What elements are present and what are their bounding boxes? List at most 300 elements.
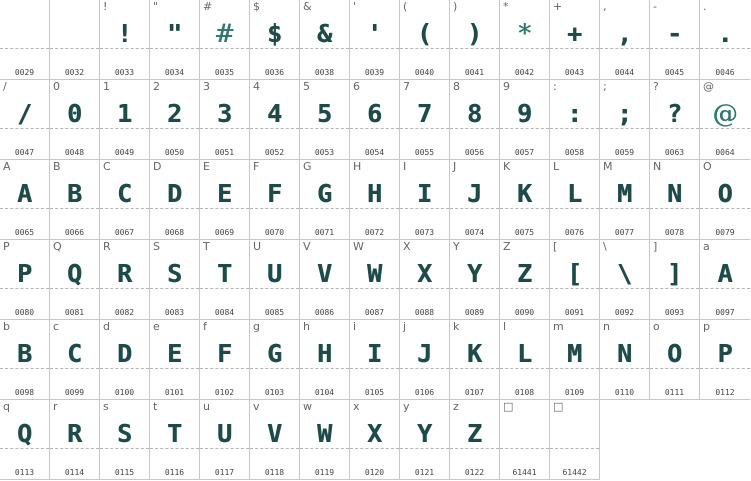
character-code: 0116 (164, 468, 185, 477)
reference-character: t (153, 400, 158, 413)
glyph-cell (600, 240, 650, 320)
character-code: 0081 (64, 308, 85, 317)
character-code: 0093 (664, 308, 685, 317)
glyph-cell (400, 160, 450, 240)
character-code: 0078 (664, 228, 685, 237)
glyph-sample: F (266, 179, 283, 208)
reference-character: f (203, 320, 207, 333)
character-code: 0056 (464, 148, 485, 157)
reference-character: # (203, 0, 213, 13)
character-code: 0083 (164, 308, 185, 317)
glyph-sample: D (116, 339, 133, 368)
character-code: 0041 (464, 68, 485, 77)
reference-character: □ (503, 400, 514, 413)
reference-character: v (253, 400, 260, 413)
glyph-cell (100, 320, 150, 400)
glyph-cell (0, 0, 50, 80)
glyph-cell (450, 0, 500, 80)
character-code: 0098 (14, 388, 35, 397)
character-code: 61442 (562, 468, 587, 477)
glyph-cell (100, 400, 150, 480)
glyph-sample: W (366, 259, 383, 288)
glyph-cell (350, 320, 400, 400)
reference-character: s (103, 400, 109, 413)
glyph-cell (300, 80, 350, 160)
glyph-sample: : (566, 99, 583, 128)
character-code: 0079 (715, 228, 735, 237)
character-code: 0104 (314, 388, 335, 397)
reference-character: A (3, 160, 11, 173)
reference-character: n (603, 320, 610, 333)
character-code: 0055 (414, 148, 435, 157)
reference-character: ; (603, 80, 607, 93)
reference-character: 7 (403, 80, 410, 93)
reference-character: m (553, 320, 564, 333)
glyph-sample: J (466, 179, 483, 208)
glyph-sample: I (366, 339, 383, 368)
character-code: 0050 (164, 148, 185, 157)
glyph-sample: \ (616, 259, 633, 288)
reference-character: u (203, 400, 210, 413)
glyph-cell (500, 0, 550, 80)
glyph-sample: I (416, 179, 433, 208)
glyph-cell (150, 400, 200, 480)
glyph-sample: ! (116, 19, 133, 48)
character-code: 0046 (715, 68, 735, 77)
glyph-cell (50, 320, 100, 400)
character-code: 0101 (164, 388, 185, 397)
glyph-sample: T (166, 419, 183, 448)
glyph-sample: C (116, 179, 133, 208)
reference-character: 1 (103, 80, 110, 93)
reference-character: h (303, 320, 310, 333)
reference-character: y (403, 400, 410, 413)
reference-character: W (353, 240, 364, 253)
glyph-cell (0, 320, 50, 400)
glyph-cell (200, 240, 250, 320)
character-code: 0091 (564, 308, 585, 317)
reference-character: D (153, 160, 162, 173)
glyph-cell (250, 0, 300, 80)
reference-character: / (3, 80, 7, 93)
character-code: 0102 (214, 388, 235, 397)
reference-character: P (3, 240, 10, 253)
glyph-cell (550, 400, 600, 480)
glyph-sample: L (566, 179, 583, 208)
reference-character: U (253, 240, 262, 253)
character-code: 0051 (214, 148, 235, 157)
glyph-sample: ] (666, 259, 683, 288)
reference-character: x (353, 400, 360, 413)
reference-character: j (403, 320, 407, 333)
glyph-cell (400, 80, 450, 160)
reference-character: I (403, 160, 407, 173)
reference-character: e (153, 320, 160, 333)
character-code: 0111 (664, 388, 685, 397)
glyph-cell (150, 240, 200, 320)
glyph-sample: O (717, 179, 733, 208)
glyph-cell (100, 0, 150, 80)
glyph-cell (450, 320, 500, 400)
character-code: 0090 (514, 308, 535, 317)
character-code: 0074 (464, 228, 485, 237)
glyph-sample: Z (516, 259, 533, 288)
glyph-cell (200, 160, 250, 240)
glyph-cell (200, 400, 250, 480)
glyph-cell (700, 320, 750, 400)
character-code: 0048 (64, 148, 85, 157)
character-code: 0097 (715, 308, 735, 317)
glyph-sample: O (666, 339, 683, 368)
glyph-sample: - (666, 19, 683, 48)
reference-character: G (303, 160, 312, 173)
reference-character: V (303, 240, 311, 253)
glyph-sample: R (116, 259, 133, 288)
character-code: 0065 (14, 228, 35, 237)
character-code: 0066 (64, 228, 85, 237)
glyph-cell (150, 0, 200, 80)
glyph-cell (200, 320, 250, 400)
reference-character: $ (253, 0, 260, 13)
glyph-cell (500, 400, 550, 480)
character-code: 0071 (314, 228, 335, 237)
character-code: 0049 (114, 148, 135, 157)
glyph-cell (600, 160, 650, 240)
character-code: 0080 (14, 308, 35, 317)
glyph-cell (300, 240, 350, 320)
reference-character: a (703, 240, 710, 253)
glyph-sample: . (717, 19, 733, 48)
glyph-sample: 7 (416, 99, 433, 128)
glyph-cell (650, 160, 700, 240)
glyph-sample: N (666, 179, 683, 208)
glyph-cell (250, 80, 300, 160)
glyph-cell (450, 160, 500, 240)
glyph-sample: 1 (116, 99, 133, 128)
glyph-cell (650, 80, 700, 160)
glyph-sample: T (216, 259, 233, 288)
character-code: 0039 (364, 68, 385, 77)
glyph-cell (600, 0, 650, 80)
glyph-cell (700, 0, 750, 80)
character-code: 0115 (114, 468, 135, 477)
reference-character: 3 (203, 80, 210, 93)
glyph-sample: $ (266, 19, 283, 48)
reference-character: b (3, 320, 10, 333)
character-code: 0121 (414, 468, 435, 477)
glyph-cell (550, 240, 600, 320)
reference-character: 4 (253, 80, 260, 93)
glyph-cell (550, 80, 600, 160)
glyph-cell (300, 0, 350, 80)
baseline-guide (500, 448, 549, 449)
glyph-cell (100, 240, 150, 320)
baseline-guide (550, 448, 599, 449)
glyph-cell (700, 80, 750, 160)
character-code: 0043 (564, 68, 585, 77)
glyph-sample: H (316, 339, 333, 368)
glyph-cell (550, 0, 600, 80)
reference-character: O (703, 160, 712, 173)
character-code: 0110 (614, 388, 635, 397)
glyph-cell (700, 160, 750, 240)
glyph-cell (700, 240, 750, 320)
glyph-cell (100, 80, 150, 160)
glyph-sample: P (16, 259, 33, 288)
reference-character: 2 (153, 80, 160, 93)
glyph-sample: ' (366, 19, 383, 48)
baseline-guide (50, 48, 99, 49)
character-code: 0033 (114, 68, 135, 77)
reference-character: - (653, 0, 657, 13)
glyph-sample: X (416, 259, 433, 288)
glyph-sample: J (416, 339, 433, 368)
character-code: 0042 (514, 68, 535, 77)
glyph-sample: 6 (366, 99, 383, 128)
reference-character: w (303, 400, 312, 413)
glyph-sample: R (66, 419, 83, 448)
character-code: 0038 (314, 68, 335, 77)
reference-character: . (703, 0, 707, 13)
character-code: 0070 (264, 228, 285, 237)
character-code: 0103 (264, 388, 285, 397)
character-code: 0089 (464, 308, 485, 317)
glyph-sample: E (216, 179, 233, 208)
reference-character: " (153, 0, 159, 13)
reference-character: H (353, 160, 362, 173)
glyph-sample: ; (616, 99, 633, 128)
glyph-cell (50, 160, 100, 240)
glyph-cell (450, 400, 500, 480)
reference-character: o (653, 320, 660, 333)
character-code: 0029 (14, 68, 35, 77)
reference-character: Y (453, 240, 460, 253)
glyph-sample: F (216, 339, 233, 368)
character-code: 0067 (114, 228, 135, 237)
reference-character: g (253, 320, 260, 333)
reference-character: [ (553, 240, 558, 253)
character-code: 0112 (715, 388, 735, 397)
character-code: 0108 (514, 388, 535, 397)
glyph-cell (450, 80, 500, 160)
glyph-sample: 0 (66, 99, 83, 128)
glyph-sample: G (266, 339, 283, 368)
reference-character: q (3, 400, 10, 413)
glyph-sample: 5 (316, 99, 333, 128)
glyph-cell (650, 240, 700, 320)
glyph-sample: U (216, 419, 233, 448)
glyph-sample: M (566, 339, 583, 368)
character-code: 0099 (64, 388, 85, 397)
glyph-cell (0, 240, 50, 320)
character-code: 0086 (314, 308, 335, 317)
reference-character: R (103, 240, 111, 253)
reference-character: ] (653, 240, 658, 253)
glyph-sample: ? (666, 99, 683, 128)
character-code: 0053 (314, 148, 335, 157)
character-code: 0120 (364, 468, 385, 477)
glyph-sample: E (166, 339, 183, 368)
glyph-cell (500, 80, 550, 160)
character-code: 0113 (14, 468, 35, 477)
reference-character: J (453, 160, 457, 173)
glyph-sample: ) (466, 19, 483, 48)
glyph-sample: D (166, 179, 183, 208)
glyph-cell (500, 320, 550, 400)
glyph-sample: Y (466, 259, 483, 288)
character-code: 0109 (564, 388, 585, 397)
reference-character: p (703, 320, 710, 333)
character-code: 0040 (414, 68, 435, 77)
reference-character: 5 (303, 80, 310, 93)
glyph-cell (100, 160, 150, 240)
glyph-sample: Q (66, 259, 83, 288)
glyph-cell (500, 160, 550, 240)
glyph-sample: B (16, 339, 33, 368)
glyph-cell (500, 240, 550, 320)
character-code: 0088 (414, 308, 435, 317)
reference-character: Z (503, 240, 511, 253)
character-code: 61441 (512, 468, 537, 477)
reference-character: T (203, 240, 210, 253)
reference-character: 8 (453, 80, 460, 93)
reference-character: K (503, 160, 511, 173)
glyph-cell (150, 320, 200, 400)
character-code: 0119 (314, 468, 335, 477)
glyph-sample: L (516, 339, 533, 368)
baseline-guide (0, 48, 49, 49)
reference-character: 6 (353, 80, 360, 93)
glyph-sample: P (717, 339, 733, 368)
glyph-cell (200, 0, 250, 80)
glyph-cell (150, 80, 200, 160)
character-code: 0069 (214, 228, 235, 237)
glyph-cell (250, 400, 300, 480)
glyph-sample: # (214, 19, 235, 48)
character-code: 0118 (264, 468, 285, 477)
character-code: 0063 (664, 148, 685, 157)
glyph-sample: 4 (266, 99, 283, 128)
glyph-cell (50, 80, 100, 160)
glyph-cell (250, 320, 300, 400)
reference-character: ! (103, 0, 108, 13)
reference-character: B (53, 160, 61, 173)
glyph-cell (250, 240, 300, 320)
reference-character: M (603, 160, 613, 173)
reference-character: d (103, 320, 110, 333)
character-code: 0044 (614, 68, 635, 77)
glyph-sample: Q (16, 419, 33, 448)
glyph-cell (400, 320, 450, 400)
reference-character: □ (553, 400, 564, 413)
glyph-sample: K (466, 339, 483, 368)
reference-character: 9 (503, 80, 510, 93)
reference-character: i (353, 320, 357, 333)
glyph-sample: A (717, 259, 733, 288)
glyph-sample: + (566, 19, 583, 48)
character-code: 0054 (364, 148, 385, 157)
glyph-sample: 9 (516, 99, 533, 128)
reference-character: ( (403, 0, 408, 13)
glyph-cell (150, 160, 200, 240)
reference-character: N (653, 160, 662, 173)
character-code: 0032 (64, 68, 85, 77)
reference-character: ? (653, 80, 659, 93)
glyph-cell (600, 320, 650, 400)
glyph-sample: B (66, 179, 83, 208)
character-code: 0087 (364, 308, 385, 317)
reference-character: S (153, 240, 160, 253)
reference-character: Q (53, 240, 62, 253)
glyph-cell (350, 160, 400, 240)
reference-character: L (553, 160, 560, 173)
glyph-cell (550, 160, 600, 240)
reference-character: E (203, 160, 210, 173)
glyph-sample: A (16, 179, 33, 208)
glyph-sample: & (316, 19, 333, 48)
character-code: 0076 (564, 228, 585, 237)
glyph-sample: G (316, 179, 333, 208)
reference-character: : (553, 80, 557, 93)
glyph-sample: N (616, 339, 633, 368)
glyph-sample: * (518, 19, 531, 48)
reference-character: r (53, 400, 58, 413)
character-code: 0106 (414, 388, 435, 397)
glyph-sample: Z (466, 419, 483, 448)
character-code: 0052 (264, 148, 285, 157)
character-code: 0059 (614, 148, 635, 157)
character-code: 0114 (64, 468, 85, 477)
glyph-cell (400, 0, 450, 80)
character-code: 0122 (464, 468, 485, 477)
character-code: 0092 (614, 308, 635, 317)
reference-character: @ (703, 80, 714, 93)
glyph-sample: 2 (166, 99, 183, 128)
glyph-cell (300, 400, 350, 480)
glyph-cell (600, 80, 650, 160)
glyph-cell (250, 160, 300, 240)
glyph-sample: V (316, 259, 333, 288)
character-code: 0034 (164, 68, 185, 77)
glyph-sample: V (266, 419, 283, 448)
glyph-sample: Y (416, 419, 433, 448)
reference-character: ' (353, 0, 357, 13)
glyph-cell (550, 320, 600, 400)
character-code: 0082 (114, 308, 135, 317)
glyph-sample: @ (712, 99, 738, 128)
character-code: 0057 (514, 148, 535, 157)
glyph-sample: ( (416, 19, 433, 48)
glyph-sample: K (516, 179, 533, 208)
glyph-cell (400, 240, 450, 320)
glyph-sample: S (166, 259, 183, 288)
glyph-cell (350, 80, 400, 160)
character-code: 0073 (414, 228, 435, 237)
glyph-cell (350, 240, 400, 320)
glyph-cell (350, 0, 400, 80)
glyph-cell (0, 160, 50, 240)
glyph-sample: C (66, 339, 83, 368)
glyph-sample: " (166, 19, 183, 48)
character-code: 0068 (164, 228, 185, 237)
glyph-sample: , (616, 19, 633, 48)
reference-character: k (453, 320, 460, 333)
reference-character: + (553, 0, 563, 13)
glyph-sample: S (116, 419, 133, 448)
reference-character: 0 (53, 80, 60, 93)
glyph-sample: 3 (216, 99, 233, 128)
glyph-sample: U (266, 259, 283, 288)
